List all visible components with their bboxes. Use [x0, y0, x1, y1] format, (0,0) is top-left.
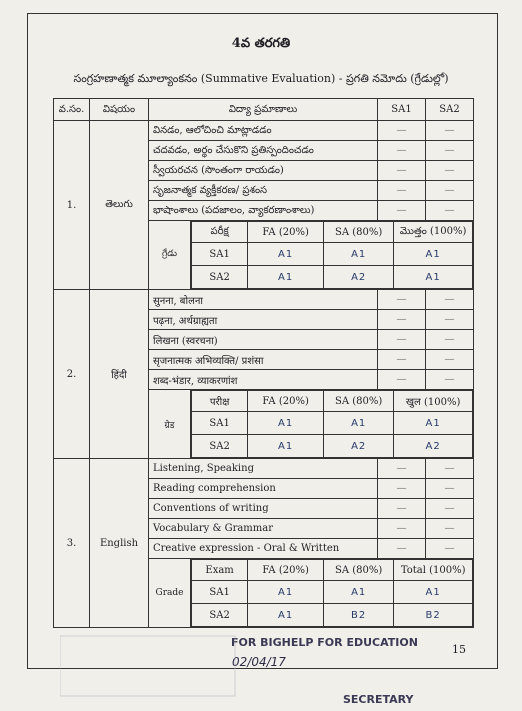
skill-label: Listening, Speaking — [149, 459, 378, 479]
sa1-mark: — — [378, 459, 426, 479]
sa1-mark: — — [378, 330, 426, 350]
stamp-text: FOR BIGHELP FOR EDUCATION — [231, 636, 418, 649]
sa1-mark: — — [378, 479, 426, 499]
grade-label: ग्रेड — [149, 390, 191, 459]
sa1-mark: — — [378, 499, 426, 519]
sa2-mark: — — [426, 479, 474, 499]
header-sa1: SA1 — [378, 99, 426, 121]
grade-sa: A2 — [324, 266, 394, 289]
sa1-mark: — — [378, 539, 426, 559]
grade-head-fa: FA (20%) — [248, 222, 324, 243]
grade-head-total: Total (100%) — [394, 560, 473, 581]
page-subtitle: సంగ్రహణాత్మక మూల్యాంకనం (Summative Evaluation) - ప్రగతి నమోదు (గ్రేడుల్లో) — [73, 72, 449, 85]
grade-head-exam: పరీక్ష — [192, 222, 248, 243]
sa2-mark: — — [426, 141, 474, 161]
header-subject: విషయం — [90, 99, 149, 121]
skill-label: Conventions of writing — [149, 499, 378, 519]
subject-number: 1. — [54, 121, 90, 290]
skill-label: చదవడం, అర్థం చేసుకొని ప్రతిస్పందించడం — [149, 141, 378, 161]
sa1-mark: — — [378, 141, 426, 161]
grade-table — [191, 221, 473, 289]
sa2-mark: — — [426, 519, 474, 539]
skill-label: सृजनात्मक अभिव्यक्ति/ प्रशंसा — [149, 350, 378, 370]
subject-name: English — [90, 459, 149, 628]
evaluation-table — [53, 98, 474, 628]
sa2-mark: — — [426, 161, 474, 181]
grade-total: B2 — [394, 604, 473, 627]
grade-sa: A1 — [324, 243, 394, 266]
page-title: 4వ తరగతి — [231, 36, 291, 51]
page-number: 15 — [452, 643, 466, 656]
subject-number: 3. — [54, 459, 90, 628]
grade-exam: SA2 — [192, 604, 248, 627]
sa2-mark: — — [426, 539, 474, 559]
grade-exam: SA1 — [192, 243, 248, 266]
grade-fa: A1 — [248, 435, 324, 458]
grade-head-sa: SA (80%) — [324, 560, 394, 581]
grade-total: A1 — [394, 243, 473, 266]
sa1-mark: — — [378, 370, 426, 390]
sa1-mark: — — [378, 181, 426, 201]
grade-sa: B2 — [324, 604, 394, 627]
grade-head-fa: FA (20%) — [248, 560, 324, 581]
skill-label: వినడం, ఆలోచించి మాట్లాడడం — [149, 121, 378, 141]
sa2-mark: — — [426, 370, 474, 390]
skill-label: पढ़ना, अर्थग्राह्यता — [149, 310, 378, 330]
sa2-mark: — — [426, 201, 474, 221]
grade-head-sa: SA (80%) — [324, 222, 394, 243]
grade-label: గ్రేడు — [149, 221, 191, 290]
header-skills: విద్యా ప్రమాణాలు — [149, 99, 378, 121]
faded-stamp-graphic — [60, 632, 240, 702]
sa2-mark: — — [426, 350, 474, 370]
grade-fa: A1 — [248, 243, 324, 266]
sa1-mark: — — [378, 519, 426, 539]
grade-total: A1 — [394, 266, 473, 289]
subject-number: 2. — [54, 290, 90, 459]
grade-head-exam: Exam — [192, 560, 248, 581]
sa2-mark: — — [426, 330, 474, 350]
grade-head-total: మొత్తం (100%) — [394, 222, 473, 243]
grade-exam: SA2 — [192, 435, 248, 458]
skill-label: शब्द-भंडार, व्याकरणांश — [149, 370, 378, 390]
grade-exam: SA1 — [192, 581, 248, 604]
sa1-mark: — — [378, 161, 426, 181]
sa2-mark: — — [426, 499, 474, 519]
grade-sa: A1 — [324, 412, 394, 435]
skill-label: స్వీయరచన (సొంతంగా రాయడం) — [149, 161, 378, 181]
skill-label: लिखना (स्वरचना) — [149, 330, 378, 350]
grade-fa: A1 — [248, 412, 324, 435]
sa2-mark: — — [426, 181, 474, 201]
sa1-mark: — — [378, 201, 426, 221]
grade-sa: A2 — [324, 435, 394, 458]
grade-total: A1 — [394, 412, 473, 435]
skill-row — [54, 290, 474, 310]
grade-fa: A1 — [248, 581, 324, 604]
grade-fa: A1 — [248, 604, 324, 627]
sa1-mark: — — [378, 290, 426, 310]
skill-label: सुनना, बोलना — [149, 290, 378, 310]
sa2-mark: — — [426, 121, 474, 141]
grade-head-sa: SA (80%) — [324, 391, 394, 412]
header-sno: వ.సం. — [54, 99, 90, 121]
subject-name: हिंदी — [90, 290, 149, 459]
sa2-mark: — — [426, 459, 474, 479]
table-header-row — [54, 99, 474, 121]
stamp-secretary: SECRETARY — [343, 693, 414, 706]
sa2-mark: — — [426, 310, 474, 330]
signature-date: 02/04/17 — [232, 655, 286, 669]
grade-head-total: खुल (100%) — [394, 391, 473, 412]
subject-name: తెలుగు — [90, 121, 149, 290]
skill-label: సృజనాత్మక వ్యక్తీకరణ/ ప్రశంస — [149, 181, 378, 201]
skill-label: Vocabulary & Grammar — [149, 519, 378, 539]
header-sa2: SA2 — [426, 99, 474, 121]
grade-table — [191, 559, 473, 627]
grade-head-exam: परीक्ष — [192, 391, 248, 412]
grade-total: A1 — [394, 581, 473, 604]
sa1-mark: — — [378, 121, 426, 141]
grade-exam: SA1 — [192, 412, 248, 435]
skill-row — [54, 121, 474, 141]
grade-exam: SA2 — [192, 266, 248, 289]
grade-head-fa: FA (20%) — [248, 391, 324, 412]
skill-label: భాషాంశాలు (పదజాలం, వ్యాకరణాంశాలు) — [149, 201, 378, 221]
skill-label: Reading comprehension — [149, 479, 378, 499]
skill-row — [54, 459, 474, 479]
sa1-mark: — — [378, 350, 426, 370]
grade-label: Grade — [149, 559, 191, 628]
sa2-mark: — — [426, 290, 474, 310]
skill-label: Creative expression - Oral & Written — [149, 539, 378, 559]
sa1-mark: — — [378, 310, 426, 330]
grade-fa: A1 — [248, 266, 324, 289]
grade-total: A2 — [394, 435, 473, 458]
grade-sa: A1 — [324, 581, 394, 604]
grade-table — [191, 390, 473, 458]
